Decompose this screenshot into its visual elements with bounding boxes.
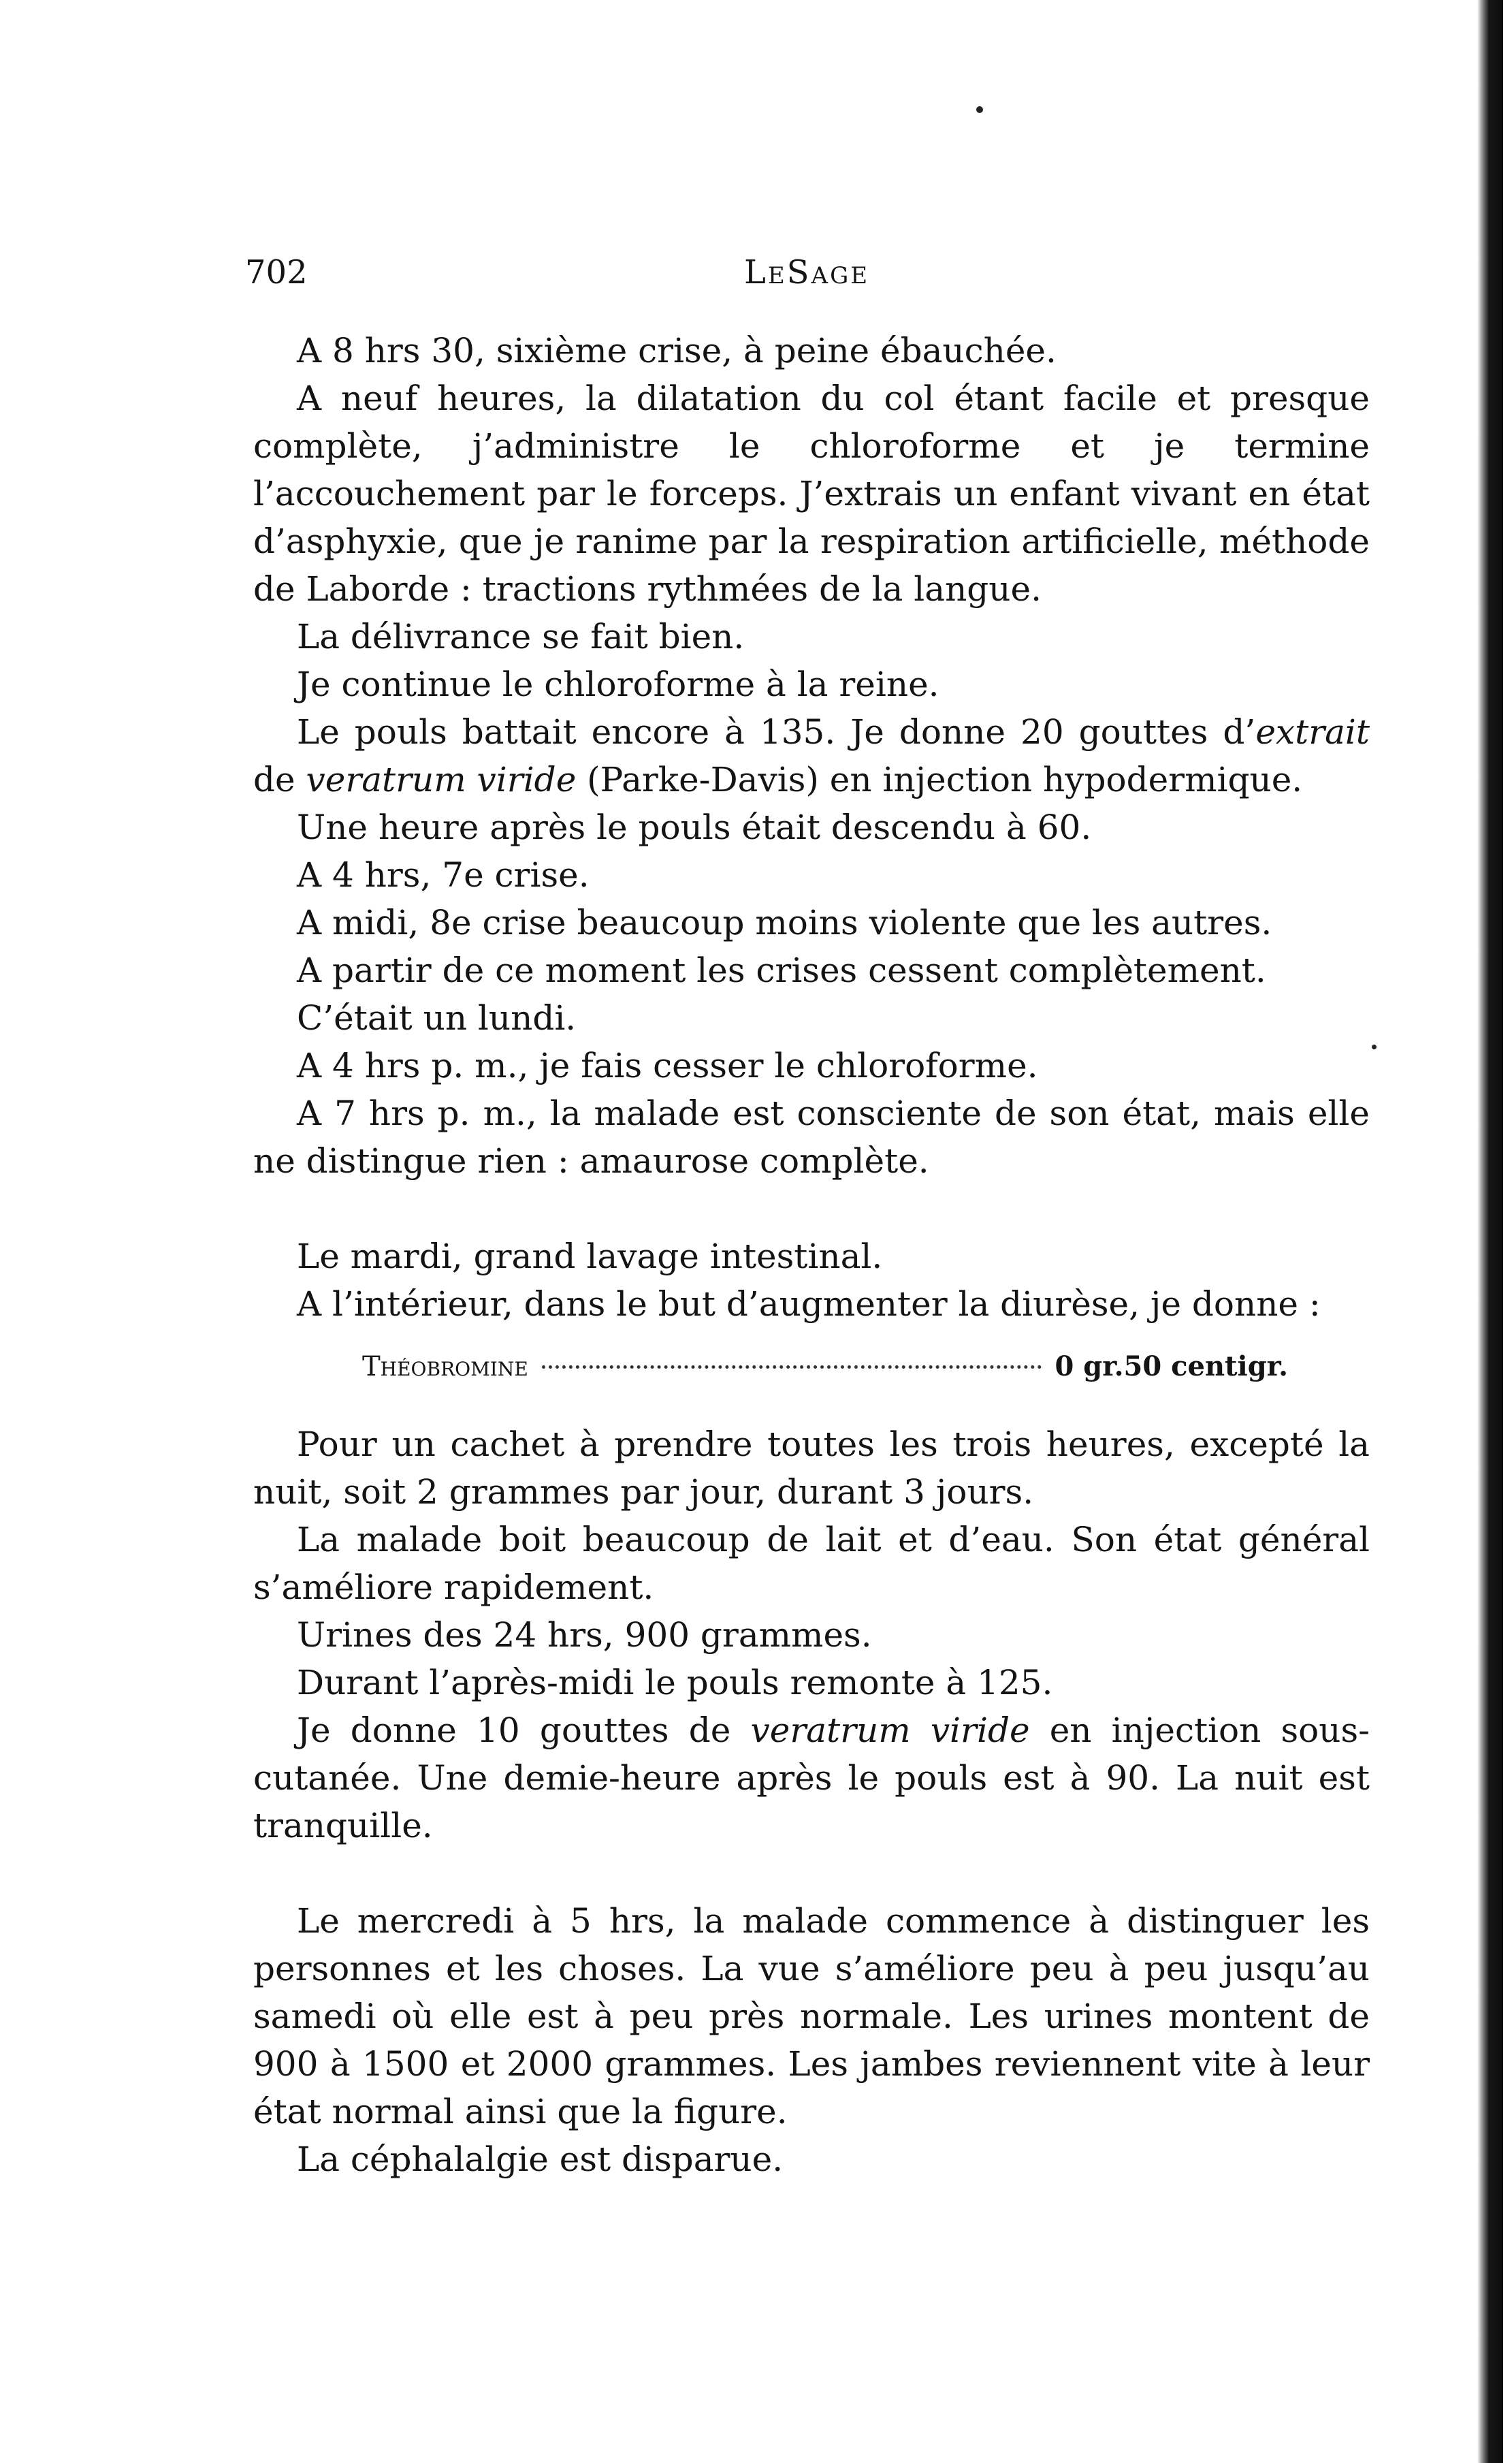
page-header [245,245,1368,300]
text-run: Je donne 10 gouttes de [297,1711,751,1750]
paragraph: Le mardi, grand lavage intestinal. [297,1237,883,1276]
drug-dose: 0 gr.50 centigr. [1055,1350,1288,1382]
drug-name: Théobromine [362,1351,528,1382]
paragraph: La malade boit beaucoup de lait et d’eau. Son état général s’améliore rapidement. [253,1520,1370,1607]
page-number: 702 [245,253,308,291]
body-text [253,327,1370,2183]
paragraph: C’était un lundi. [297,998,577,1038]
paragraph: A 4 hrs, 7e crise. [297,855,590,895]
paragraph: A neuf heures, la dilatation du col étant facile et presque complète, j’administre le chloroforme et je termine l’accouchement par le forceps. J’extrais un enfant vivant en état d’asphyxie, que je ranime par la respiration artificielle, méthode de Laborde : tractions rythmées de la langue. [253,379,1370,609]
paragraph: Le mercredi à 5 hrs, la malade commence à distinguer les personnes et les choses. La vue s’améliore peu à peu jusqu’au samedi où elle est à peu près normale. Les urines montent de 900 à 1500 et 2000 grammes. Les jambes reviennent vite à leur état normal ainsi que la figure. [253,1901,1370,2131]
paragraph: Je continue le chloroforme à la reine. [297,665,939,704]
paragraph [253,708,1370,804]
italic-term: veratrum viride [306,760,577,799]
text-run: (Parke-Davis) en injection hypodermique. [576,760,1303,799]
prescription-line [362,1343,1288,1391]
ink-speck [1372,1045,1377,1049]
page-binding-shadow [1477,0,1503,2463]
paragraph: A 8 hrs 30, sixième crise, à peine ébauchée. [297,331,1057,370]
ink-speck [976,106,983,113]
text-run: de [253,760,306,799]
paragraph: A partir de ce moment les crises cessent complètement. [297,951,1266,990]
paragraph [253,1706,1370,1849]
dot-leader [542,1365,1042,1369]
paragraph: A midi, 8e crise beaucoup moins violente que les autres. [297,903,1272,942]
paragraph: La délivrance se fait bien. [297,617,745,656]
text-run: Le pouls battait encore à 135. Je donne 20 gouttes d’ [297,712,1256,752]
paragraph: Une heure après le pouls était descendu à 60. [297,808,1092,847]
paragraph: Urines des 24 hrs, 900 grammes. [297,1615,872,1655]
paragraph: A l’intérieur, dans le but d’augmenter la diurèse, je donne : [297,1284,1321,1324]
paragraph: La céphalalgie est disparue. [297,2140,784,2179]
page-edge [1503,0,1512,2463]
italic-term: veratrum viride [750,1711,1030,1750]
running-head: LeSage [743,253,870,291]
paragraph: A 4 hrs p. m., je fais cesser le chloroforme. [297,1046,1038,1085]
paragraph: Pour un cachet à prendre toutes les trois heures, excepté la nuit, soit 2 grammes par jour, durant 3 jours. [253,1425,1370,1512]
paragraph: A 7 hrs p. m., la malade est consciente de son état, mais elle ne distingue rien : amaurose complète. [253,1094,1370,1181]
paragraph: Durant l’après-midi le pouls remonte à 125. [297,1663,1053,1702]
text-run: en injection sous-cutanée. Une demie-heure après le pouls est à 90. La nuit est tranquille. [253,1711,1370,1845]
italic-term: extrait [1255,712,1370,752]
